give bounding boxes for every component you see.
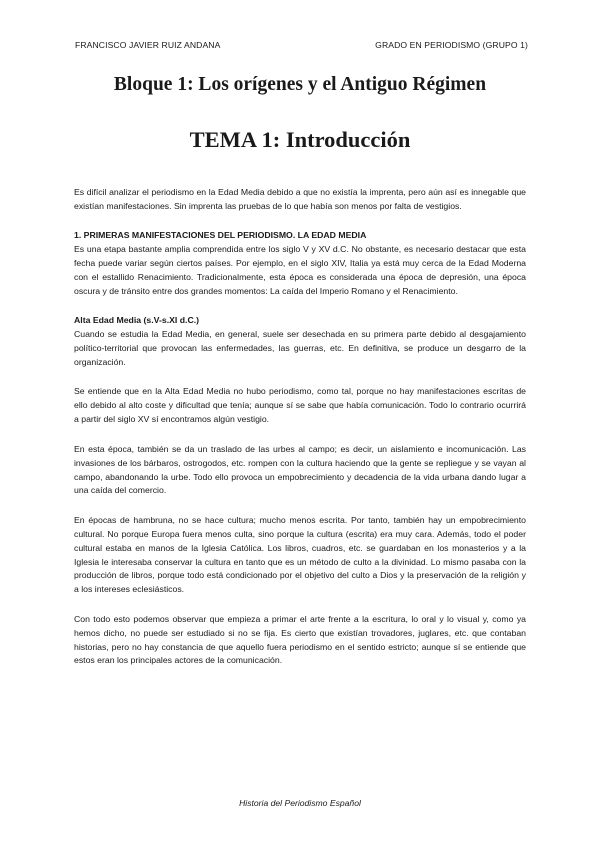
header-author: FRANCISCO JAVIER RUIZ ANDANA xyxy=(75,40,221,50)
document-body xyxy=(74,186,526,684)
paragraph: En esta época, también se da un traslado de las urbes al campo; es decir, un aislamiento e incomunicación. Las invasiones de los bárbaros, ostrogodos, etc. rompen con la cultura haciendo que la gente se repliegue y se vayan al campo, abandonando la urbe. Todo ello provoca un empobrecimiento y decadencia de la vida urbana dando lugar a una caída del comercio. xyxy=(74,443,526,496)
section-paragraph: Es una etapa bastante amplia comprendida entre los siglo V y XV d.C. No obstante, es necesario destacar que esta fecha puede variar según ciertos países. Por ejemplo, en el siglo XIV, Italia ya está muy cerca de la Edad Moderna con el estallido Renacimiento. Tradicionalmente, esta época es considerada una época de depresión, una época oscura y de tránsito entre dos grandes momentos: La caída del Imperio Romano y el Renacimiento. xyxy=(74,244,526,296)
subsection-heading: Alta Edad Media (s.V-s.XI d.C.) xyxy=(74,315,200,326)
paragraph: Con todo esto podemos observar que empieza a primar el arte frente a la escritura, lo oral y lo visual y, como ya hemos dicho, no puede ser estudiado si no se fija. Es cierto que existían trovadores, juglares, etc. que contaban historias, pero no hay constancia de que aquello fuera periodismo en el sentido estricto; aunque sí se entiende que estos eran los principales actores de la comunicación. xyxy=(74,613,526,666)
block-title: Bloque 1: Los orígenes y el Antiguo Régimen xyxy=(113,74,487,95)
page-header xyxy=(75,40,528,52)
header-course: GRADO EN PERIODISMO (GRUPO 1) xyxy=(375,40,528,50)
paragraph: Se entiende que en la Alta Edad Media no hubo periodismo, como tal, porque no hay manifestaciones escritas de ello debido al alto coste y dificultad que tenía; aunque sí se sabe que había comunicación. Todo lo contrario ocurrirá a partir del siglo XV sí encontramos algún vestigio. xyxy=(74,386,526,425)
paragraph: En épocas de hambruna, no se hace cultura; mucho menos escrita. Por tanto, también hay un empobrecimiento cultural. No porque Europa fuera menos culta, sino porque la cultura (escrita) era muy cara. Además, todo el poder cultural estaba en manos de la Iglesia Católica. Los libros, cuadros, etc. se guardaban en los monasterios y a la Iglesia le interesaba conservar la cultura en tanto que es un método de culto a la divinidad. Lo mismo pasaba con la producción de libros, porque todo está condicionado por el objetivo del culto a Dios y la preservación de la religión y a los intereses eclesiásticos. xyxy=(74,514,526,595)
intro-paragraph: Es difícil analizar el periodismo en la Edad Media debido a que no existía la imprenta, pero aún así es innegable que existían manifestaciones. Sin imprenta las pruebas de lo que había son menos por falta de vestigios. xyxy=(74,187,526,211)
page-footer: Historia del Periodismo Español xyxy=(239,798,361,808)
paragraph: Cuando se estudia la Edad Media, en general, suele ser desechada en su primera parte debido al desgajamiento político-territorial que provocan las enfermedades, las guerras, etc. En definitiva, se produce un desgarro de la organización. xyxy=(74,329,526,368)
section-heading: 1. PRIMERAS MANIFESTACIONES DEL PERIODISMO. LA EDAD MEDIA xyxy=(74,230,367,241)
topic-title: TEMA 1: Introducción xyxy=(189,127,411,152)
